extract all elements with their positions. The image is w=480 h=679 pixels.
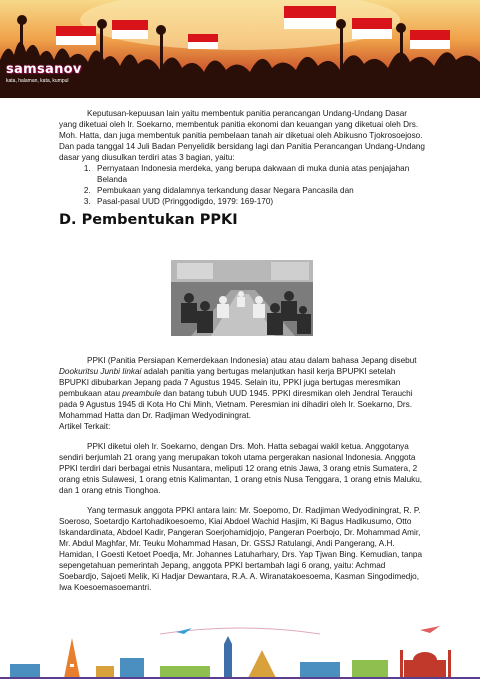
landmarks-illustration [0,620,480,679]
eiffel-tower-icon [64,638,80,678]
text-span: adalah panitia yang bertugas melanjutkan hasil kerja BPUPKI setelah BPUPKI dibubarkan Jepang pada 7 Agustus 1945. Selain itu, PPKI juga bertugas meresmikan pembukaan atau [59,367,401,398]
ppki-paragraph-1 [59,355,425,421]
text-span: PPKI (Panitia Persiapan Kemerdekaan Indonesia) atau atau dalam bahasa Jepang disebut [87,356,417,365]
related-articles-label: Artikel Terkait: [59,422,111,431]
text-span: dan batang tubuh UUD 1945. PPKI diresmikan oleh Jendral Terauchi pada 9 Agustus 1945 di Kota Ho Chi Minh, Vietnam. Peresmian ini dihadiri oleh Ir. Soekarno, Drs. Mohammad Hatta dan Dr. Radjiman Wedyodiningrat. [59,389,413,420]
logo [6,62,126,84]
airplane-icon [420,626,440,633]
historical-photo [171,260,313,336]
ppki-paragraph-3: Yang termasuk anggota PPKI antara lain: Mr. Soepomo, Dr. Radjiman Wedyodiningrat, R. P. Soeroso, Soetardjo Kartohadikoesoemo, Kiai Abdoel Wachid Hasjim, Ki Bagus Hadikusumo, Otto Iskandardinata, Abdoel Kadir, Pangeran Soerjohamidjojo, Pangeran Poerbojo, Dr. Mohammad Amir, Mr. Abdul Maghfar, Mr. Teuku Mohammad Hasan, Dr. GSSJ Ratulangi, Andi Pangerang, A.H. Hamidan, I Goesti Ketoet Poedja, Mr. Johannes Latuharhary, Drs. Yap Tjwan Bing. Kemudian, tanpa sepengetahuan pemerintah Jepang, anggota PPKI bertambah lagi 6 orang, yaitu: Achmad Soebardjo, Sajoeti Melik, Ki Hadjar Dewantara, R.A. A. Wiranatakoesoema, Kasman Singodimedjo, Iwa Koesoemasoemantri. [59,506,423,592]
section-heading: D. Pembentukan PPKI [59,212,238,228]
japanese-term: Dookuritsu Junbi Iinkai [59,367,142,376]
logo-tagline: kata, halaman, kata, kumpul [6,78,69,84]
intro-list [59,163,425,207]
intro-section [59,108,425,207]
big-ben-icon [224,636,232,678]
header-banner [0,0,480,98]
preambule-term: preambule [122,389,161,398]
ppki-section [59,355,425,593]
footer-landmarks [0,620,480,679]
list-item: 3. Pasal-pasal UUD (Pringgodigdo, 1979: 169-170) [93,196,425,207]
list-item: 1. Pernyataan Indonesia merdeka, yang berupa dakwaan di muka dunia atas penjajahan Belanda [93,163,425,185]
ppki-paragraph-2: PPKI diketui oleh Ir. Soekarno, dengan Drs. Moh. Hatta sebagai wakil ketua. Anggotanya sendiri berjumlah 21 orang yang merupakan tokoh utama pergerakan nasional Indonesia. Anggota PPKI terdiri dari berbagai etnis Nusantara, meliputi 12 orang etnis Jawa, 3 orang etnis Sumatera, 2 orang etnis Sulawesi, 1 orang etnis Kalimantan, 1 orang etnis Nusa Tenggara, 1 orang etnis Maluku, dan 1 orang etnis Tionghoa. [59,442,423,495]
airplane-icon [176,628,192,634]
logo-name: samsanov [6,62,82,77]
mosque-icon [400,650,451,678]
list-item: 2. Pembukaan yang didalamnya terkandung dasar Negara Pancasila dan [93,185,425,196]
intro-paragraph: Keputusan-kepuusan lain yaitu membentuk panitia perancangan Undang-Undang Dasar yang diketuai oleh Ir. Soekarno, membentuk panitia ekonomi dan keuangan yang diketuai oleh Drs. Moh. Hatta, dan juga membentuk panitia pembelaan tanah air diketuai oleh Abikusno Tjokrosoejoso. Dan pada tanggal 14 Juli Badan Penyelidik bersidang lagi dan Panitia Perancangan Undang-Undang dasar yang diusulkan terdiri atas 3 bagian, yaitu: [59,109,425,162]
